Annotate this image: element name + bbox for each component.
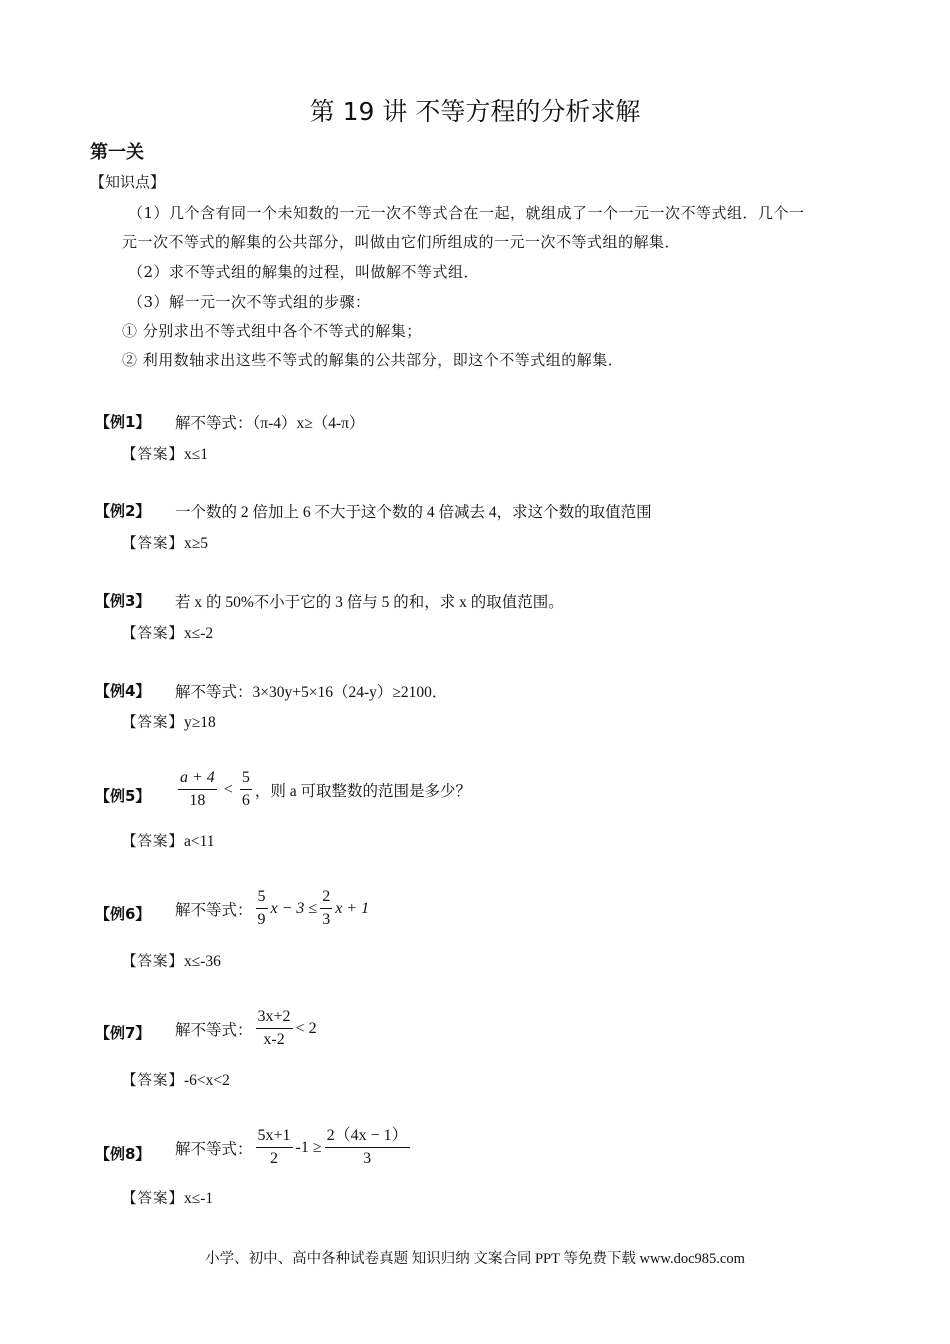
knowledge-p3: （3）解一元一次不等式组的步骤： (128, 293, 371, 311)
answer-tag: 【答案】 (122, 1191, 184, 1207)
answer-value: x≤1 (184, 446, 209, 463)
knowledge-p2: （2）求不等式组的解集的过程，叫做解不等式组． (128, 263, 480, 281)
denominator: 2 (270, 1150, 279, 1167)
denominator: x-2 (263, 1031, 285, 1048)
denominator: 3 (363, 1150, 372, 1167)
answer-value: -6<x<2 (184, 1072, 230, 1089)
expression-tail: x + 1 (335, 899, 370, 917)
numerator: 3x+2 (256, 1008, 293, 1029)
example-7-formula (175, 1008, 317, 1049)
fraction (256, 1127, 293, 1168)
numerator: 2（4x − 1） (325, 1127, 410, 1148)
example-6-formula (175, 888, 369, 929)
example-4-text: 解不等式：3×30y+5×16（24-y）≥2100． (175, 684, 448, 701)
prefix: 解不等式： (175, 901, 253, 919)
page-footer: 小学、初中、高中各种试卷真题 知识归纳 文案合同 PPT 等免费下载 www.doc985.com (205, 1251, 745, 1267)
example-6-answer (122, 950, 221, 971)
example-3-label: 【例3】 (95, 592, 151, 610)
numerator: a + 4 (178, 769, 217, 790)
example-5-formula (175, 769, 471, 810)
numerator: 5 (256, 888, 268, 909)
numerator: 2 (320, 888, 332, 909)
fraction (256, 888, 268, 929)
example-1-label: 【例1】 (95, 413, 151, 431)
example-1-text: 解不等式：（π-4）x≥（4-π） (175, 415, 365, 432)
example-7-answer (122, 1069, 230, 1090)
example-8-label: 【例8】 (95, 1145, 151, 1163)
numerator: 5x+1 (256, 1127, 293, 1148)
knowledge-heading: 【知识点】 (90, 173, 166, 191)
denominator: 18 (189, 792, 206, 809)
answer-value: a<11 (184, 833, 215, 850)
inequality (175, 888, 369, 929)
answer-value: x≥5 (184, 535, 209, 552)
example-5-text: ，则 a 可取整数的范围是多少？ (254, 782, 471, 800)
example-4-answer (122, 711, 216, 732)
answer-tag: 【答案】 (122, 536, 184, 552)
answer-tag: 【答案】 (122, 715, 184, 731)
fraction (320, 888, 332, 929)
prefix: 解不等式： (175, 1021, 253, 1039)
page-title: 第 19 讲 不等方程的分析求解 (309, 97, 641, 126)
answer-value: x≤-1 (184, 1190, 214, 1207)
example-3-text: 若 x 的 50%不小于它的 3 倍与 5 的和，求 x 的取值范围。 (175, 594, 564, 611)
expression-middle: x − 3 ≤ (270, 899, 318, 917)
expression-middle: -1 ≥ (295, 1138, 322, 1156)
prefix: 解不等式： (175, 1140, 253, 1158)
answer-tag: 【答案】 (122, 626, 184, 642)
example-2-text: 一个数的 2 倍加上 6 不大于这个数的 4 倍减去 4，求这个数的取值范围 (175, 504, 652, 521)
knowledge-step2: ② 利用数轴求出这些不等式的解集的公共部分，即这个不等式组的解集． (122, 351, 624, 369)
example-5-answer (122, 830, 215, 851)
fraction (178, 769, 217, 810)
answer-tag: 【答案】 (122, 834, 184, 850)
answer-tag: 【答案】 (122, 1073, 184, 1089)
example-3-answer (122, 622, 213, 643)
fraction (325, 1127, 410, 1168)
answer-tag: 【答案】 (122, 954, 184, 970)
fraction (256, 1008, 293, 1049)
knowledge-p1-line2: 元一次不等式的解集的公共部分，叫做由它们所组成的一元一次不等式组的解集． (122, 233, 681, 251)
denominator: 6 (241, 792, 250, 809)
denominator: 3 (322, 911, 331, 928)
expression-tail: < 2 (295, 1019, 317, 1037)
answer-tag: 【答案】 (122, 447, 184, 463)
example-8-answer (122, 1187, 213, 1208)
example-2-label: 【例2】 (95, 502, 151, 520)
inequality (175, 1008, 317, 1049)
numerator: 5 (240, 769, 252, 790)
answer-value: x≤-2 (184, 625, 214, 642)
inequality (175, 769, 471, 810)
example-5-label: 【例5】 (95, 787, 151, 805)
operator: < (223, 780, 233, 798)
example-8-formula (175, 1127, 413, 1168)
example-7-label: 【例7】 (95, 1024, 151, 1042)
answer-value: y≥18 (184, 714, 216, 731)
example-2-answer (122, 532, 208, 553)
knowledge-step1: ① 分别求出不等式组中各个不等式的解集； (122, 322, 422, 340)
knowledge-p1-line1: （1）几个含有同一个未知数的一元一次不等式合在一起，就组成了一个一元一次不等式组．几个一 (128, 204, 805, 222)
denominator: 9 (257, 911, 266, 928)
section-heading: 第一关 (90, 142, 144, 163)
inequality (175, 1127, 413, 1168)
fraction (240, 769, 252, 810)
example-6-label: 【例6】 (95, 905, 151, 923)
example-4-label: 【例4】 (95, 682, 151, 700)
example-1-answer (122, 443, 208, 464)
answer-value: x≤-36 (184, 953, 221, 970)
